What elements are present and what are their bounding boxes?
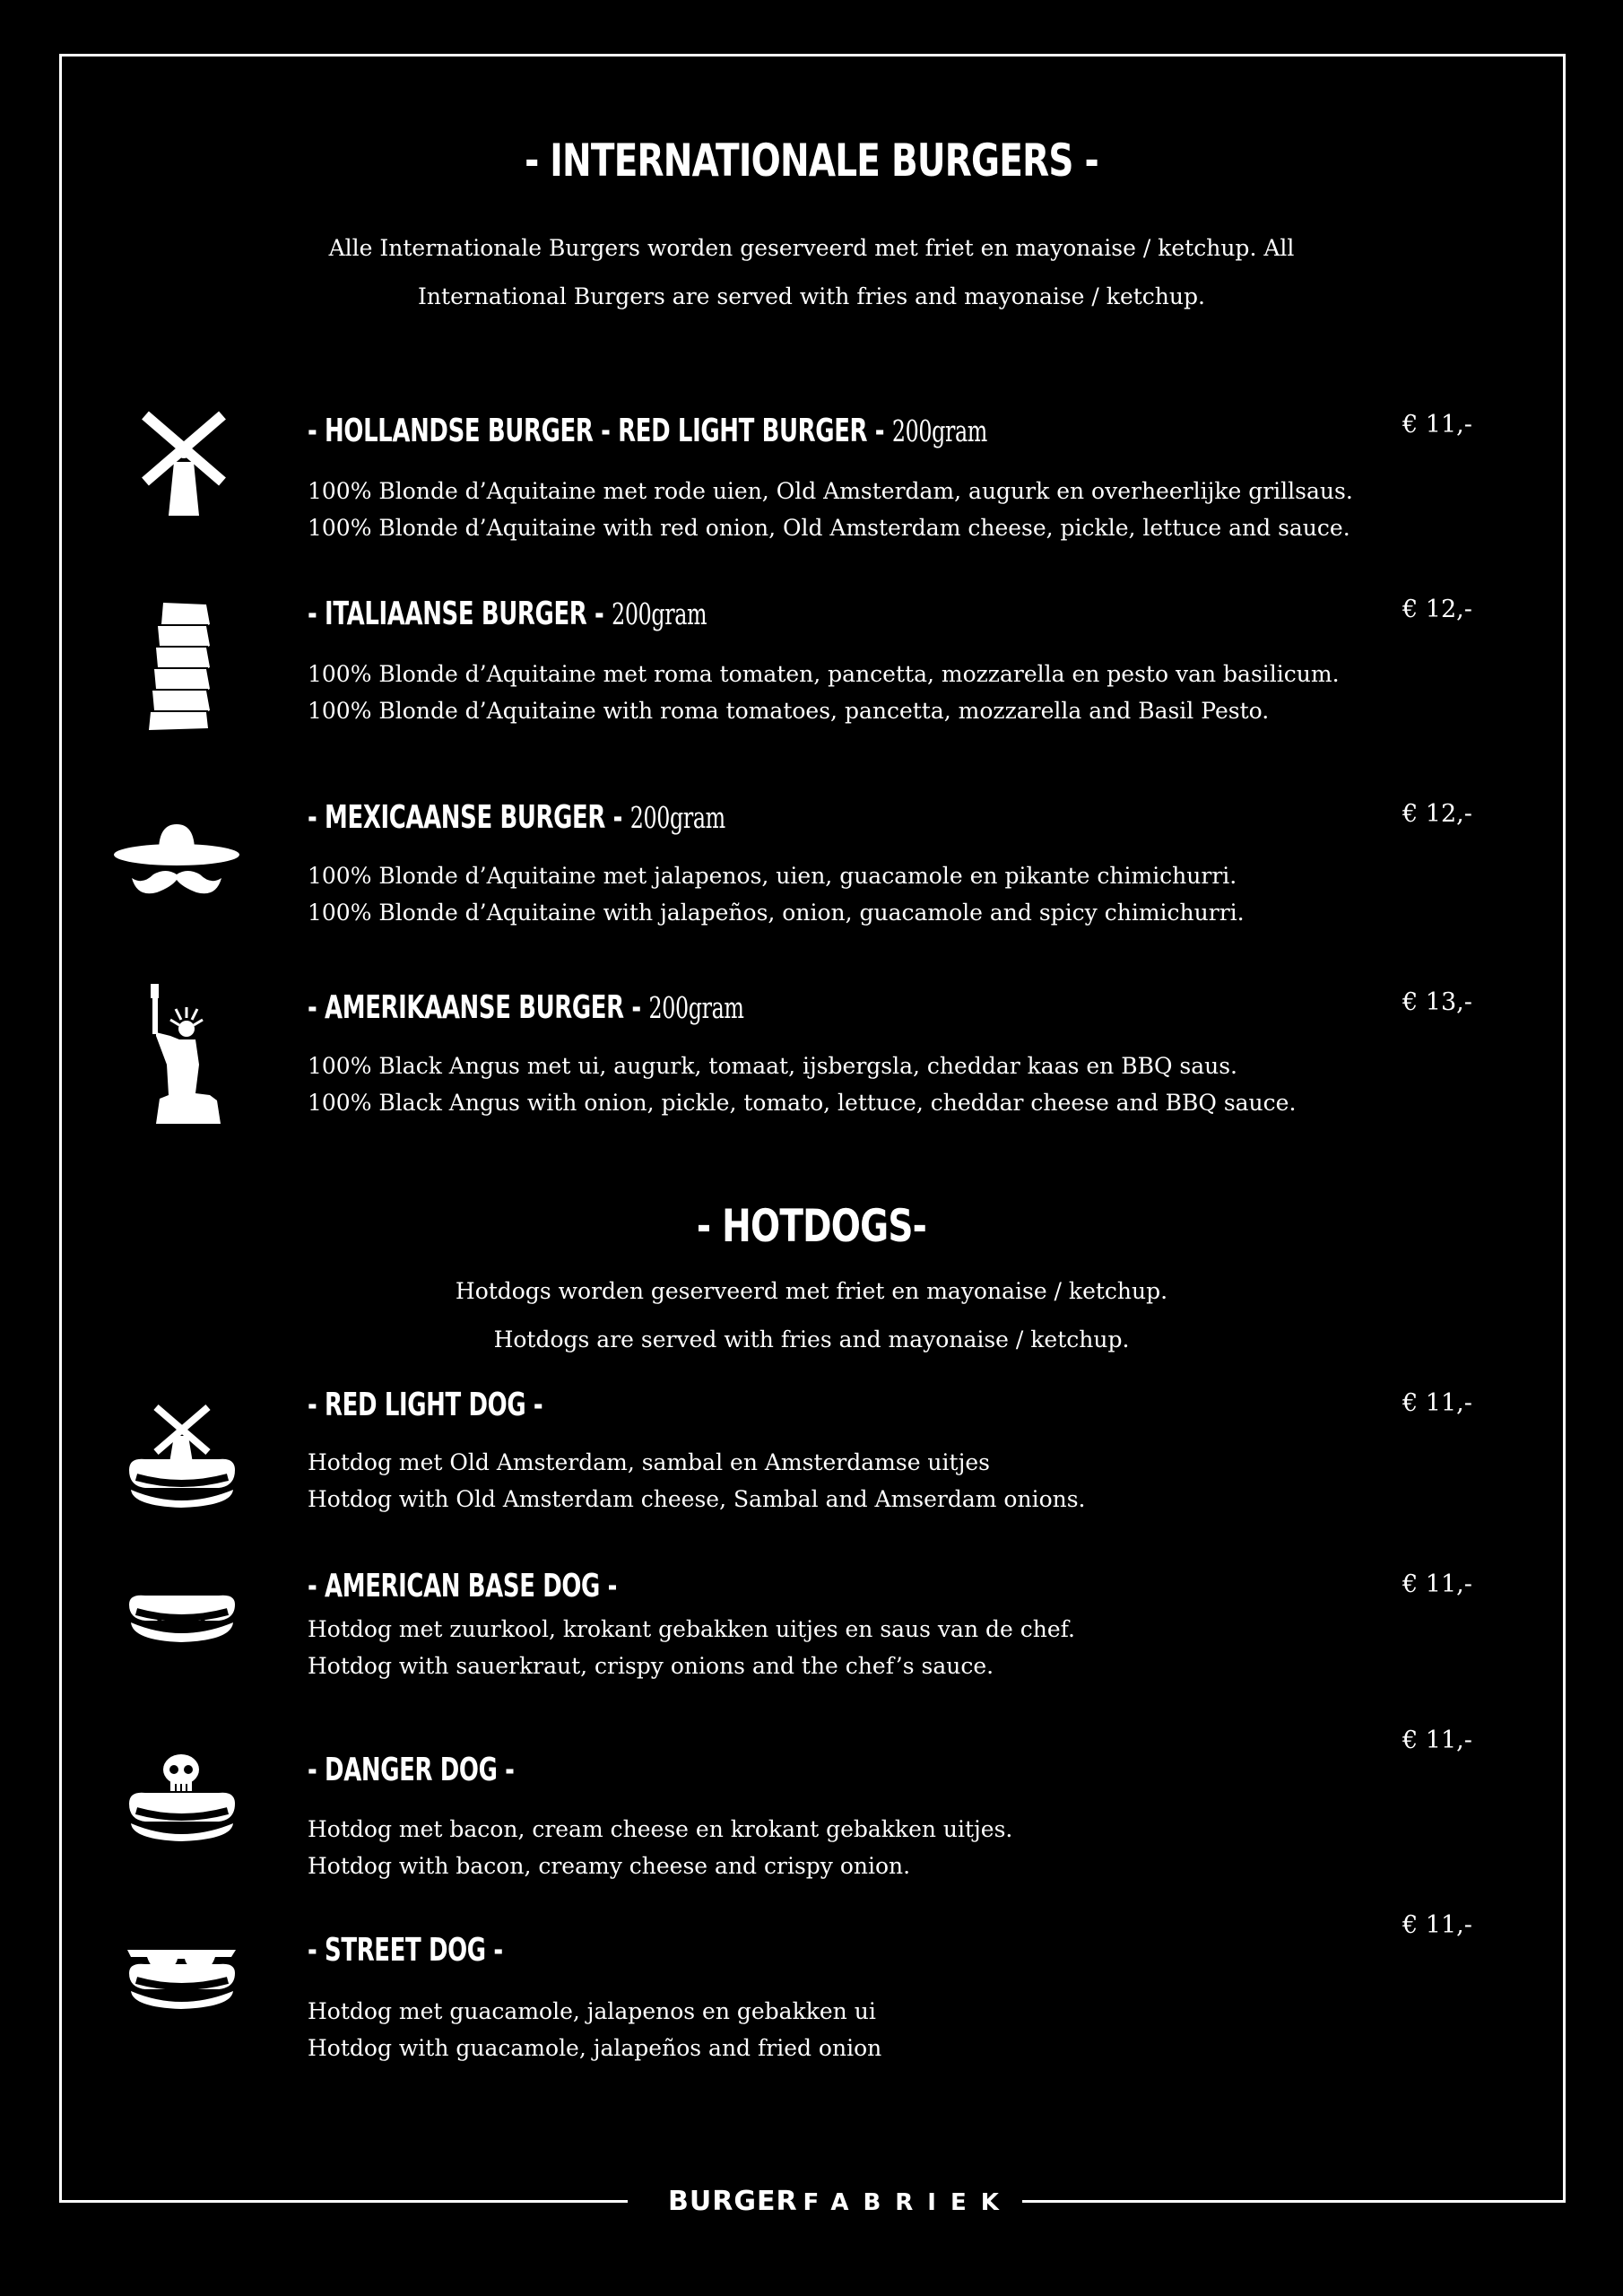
item-desc-nl: 100% Blonde d’Aquitaine met roma tomaten, pancetta, mozzarella en pesto van basilicum. xyxy=(308,661,1340,687)
item-title xyxy=(308,1932,503,1969)
item-title xyxy=(308,1387,542,1423)
item-description xyxy=(308,1811,1012,1884)
item-desc-en: Hotdog with guacamole, jalapeños and fried onion xyxy=(308,2035,882,2061)
item-desc-nl: Hotdog met guacamole, jalapenos en gebakken ui xyxy=(308,1998,876,2024)
item-description xyxy=(308,1993,881,2066)
item-price: € 11,- xyxy=(1402,1726,1472,1754)
item-title xyxy=(308,989,744,1026)
item-price: € 11,- xyxy=(1402,411,1472,439)
item-desc-en: 100% Black Angus with onion, pickle, tomato, lettuce, cheddar cheese and BBQ sauce. xyxy=(308,1090,1297,1116)
item-name: - ITALIAANSE BURGER - xyxy=(308,596,612,632)
item-weight: 200gram xyxy=(612,596,707,631)
item-desc-nl: Hotdog met zuurkool, krokant gebakken uitjes en saus van de chef. xyxy=(308,1616,1075,1642)
item-description xyxy=(308,1611,1075,1684)
statue-of-liberty-icon xyxy=(143,982,229,1126)
item-name: - HOLLANDSE BURGER - RED LIGHT BURGER - xyxy=(308,413,892,449)
skull-hotdog-icon xyxy=(126,1753,238,1843)
item-weight: 200gram xyxy=(648,990,744,1025)
windmill-icon xyxy=(135,408,233,520)
item-weight: 200gram xyxy=(629,800,725,835)
item-title xyxy=(308,1568,617,1605)
item-title xyxy=(308,1752,515,1788)
item-price: € 12,- xyxy=(1402,596,1472,623)
hotdogs-intro xyxy=(0,1267,1623,1364)
item-title xyxy=(308,413,987,449)
item-description xyxy=(308,656,1340,729)
item-name: - MEXICAANSE BURGER - xyxy=(308,799,630,836)
sombrero-mustache-icon xyxy=(112,821,242,901)
sunglasses-hotdog-icon xyxy=(126,1946,238,2009)
item-desc-nl: 100% Blonde d’Aquitaine met jalapenos, uien, guacamole en pikante chimichurri. xyxy=(308,863,1237,889)
item-name: - STREET DOG - xyxy=(308,1932,503,1969)
windmill-hotdog-icon xyxy=(126,1404,238,1511)
item-title xyxy=(308,596,707,632)
stars-hotdog-icon xyxy=(126,1592,238,1646)
burgers-intro-line-2: International Burgers are served with fries and mayonaise / ketchup. xyxy=(418,283,1205,309)
item-desc-nl: Hotdog met Old Amsterdam, sambal en Amsterdamse uitjes xyxy=(308,1449,990,1475)
item-price: € 11,- xyxy=(1402,1570,1472,1598)
item-desc-en: 100% Blonde d’Aquitaine with jalapeños, onion, guacamole and spicy chimichurri. xyxy=(308,900,1245,926)
burgers-heading: - INTERNATIONALE BURGERS - xyxy=(525,135,1098,187)
item-desc-nl: Hotdog met bacon, cream cheese en krokant gebakken uitjes. xyxy=(308,1816,1013,1842)
item-desc-nl: 100% Black Angus met ui, augurk, tomaat, ijsbergsla, cheddar kaas en BBQ saus. xyxy=(308,1053,1237,1079)
item-price: € 12,- xyxy=(1402,800,1472,828)
item-desc-en: 100% Blonde d’Aquitaine with red onion, Old Amsterdam cheese, pickle, lettuce and sauce. xyxy=(308,515,1350,541)
brand-bold: BURGER xyxy=(668,2186,798,2217)
hotdogs-heading: - HOTDOGS- xyxy=(696,1200,927,1252)
item-name: - AMERICAN BASE DOG - xyxy=(308,1568,618,1605)
item-description xyxy=(308,857,1245,931)
brand-logo xyxy=(668,2186,1013,2217)
hotdogs-intro-line-2: Hotdogs are served with fries and mayonaise / ketchup. xyxy=(493,1326,1130,1352)
hotdogs-intro-line-1: Hotdogs worden geserveerd met friet en mayonaise / ketchup. xyxy=(455,1278,1168,1304)
leaning-tower-icon xyxy=(143,599,220,732)
item-name: - RED LIGHT DOG - xyxy=(308,1387,543,1423)
burgers-intro xyxy=(0,224,1623,321)
brand-light: FABRIEK xyxy=(803,2189,1013,2216)
item-price: € 11,- xyxy=(1402,1911,1472,1939)
item-desc-en: Hotdog with Old Amsterdam cheese, Sambal and Amserdam onions. xyxy=(308,1486,1086,1512)
item-desc-en: Hotdog with bacon, creamy cheese and crispy onion. xyxy=(308,1853,911,1879)
item-description xyxy=(308,1048,1296,1121)
item-name: - DANGER DOG - xyxy=(308,1752,515,1788)
item-description xyxy=(308,473,1353,546)
item-price: € 13,- xyxy=(1402,988,1472,1016)
item-title xyxy=(308,799,725,836)
item-desc-en: 100% Blonde d’Aquitaine with roma tomatoes, pancetta, mozzarella and Basil Pesto. xyxy=(308,698,1270,724)
item-price: € 11,- xyxy=(1402,1389,1472,1417)
item-desc-nl: 100% Blonde d’Aquitaine met rode uien, Old Amsterdam, augurk en overheerlijke grillsaus. xyxy=(308,478,1353,504)
item-description xyxy=(308,1444,1086,1518)
burgers-intro-line-1: Alle Internationale Burgers worden geserveerd met friet en mayonaise / ketchup. All xyxy=(328,235,1295,261)
item-weight: 200gram xyxy=(891,413,987,448)
item-name: - AMERIKAANSE BURGER - xyxy=(308,989,649,1026)
item-desc-en: Hotdog with sauerkraut, crispy onions and the chef’s sauce. xyxy=(308,1653,994,1679)
